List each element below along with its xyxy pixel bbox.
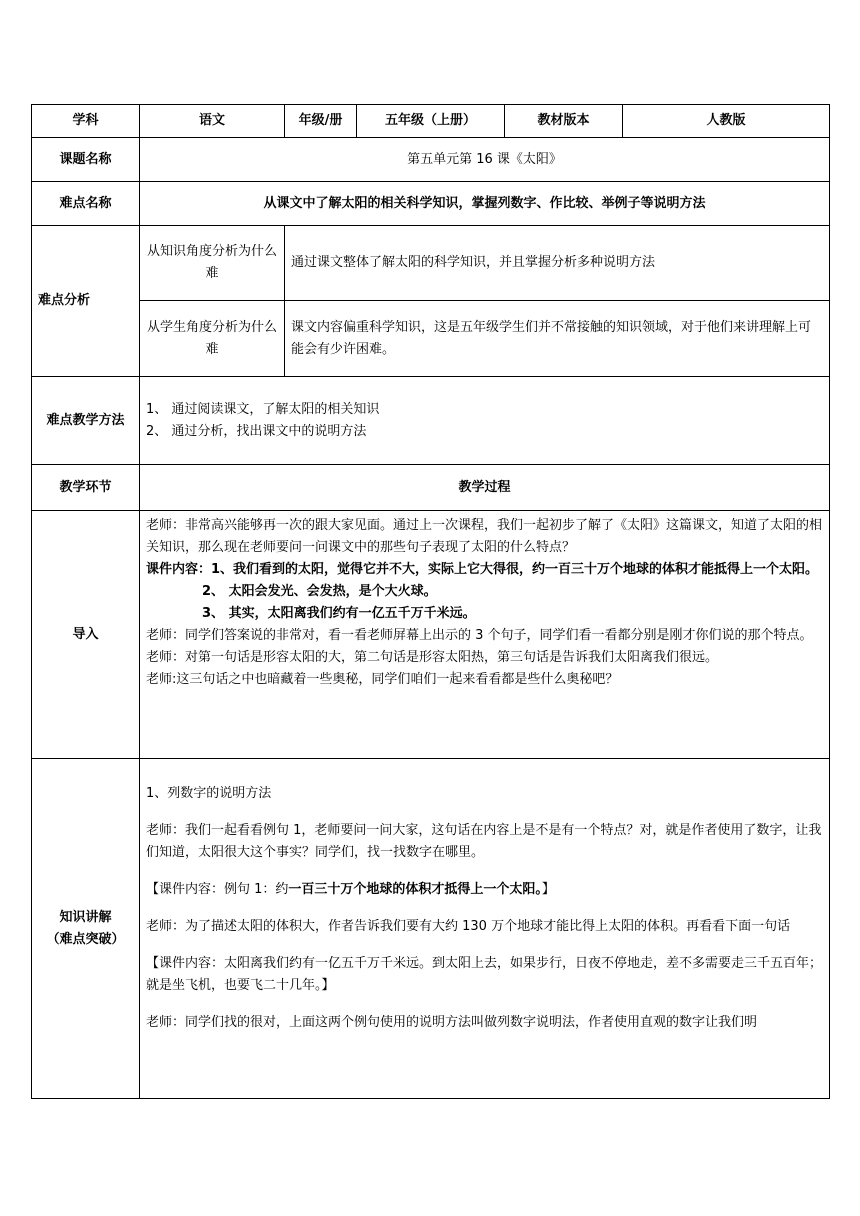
method-item-2: 2、 通过分析，找出课文中的说明方法 — [146, 423, 367, 439]
knowledge-label-sub: （难点突破） — [46, 931, 125, 947]
analysis-student-value: 课文内容偏重科学知识，这是五年级学生们并不常接触的知识领域，对于他们来讲理解上可能会有少许困难。 — [285, 301, 830, 377]
knowledge-paragraph-3: 老师：同学们找的很对，上面这两个例句使用的说明方法叫做列数字说明法，作者使用直观的数字让我们明 — [146, 1015, 758, 1030]
knowledge-example-1-suffix: 】 — [541, 882, 555, 897]
process-header-row — [32, 465, 830, 511]
intro-label: 导入 — [32, 511, 140, 759]
lesson-title-value: 第五单元第 16 课《太阳》 — [140, 138, 830, 182]
knowledge-example-1 — [146, 879, 823, 901]
intro-paragraph-4: 老师:这三句话之中也暗藏着一些奥秘，同学们咱们一起来看看都是些什么奥秘吧？ — [146, 672, 619, 687]
grade-label: 年级/册 — [285, 105, 357, 138]
knowledge-paragraph-1: 老师：我们一起看看例句 1，老师要问一问大家，这句话在内容上是不是有一个特点？对，就是作者使用了数字，让我们知道，太阳很大这个事实？同学们，找一找数字在哪里。 — [146, 823, 822, 860]
knowledge-label: 知识讲解 — [59, 909, 112, 925]
knowledge-example-1-bold: 一百三十万个地球的体积才抵得上一个太阳。 — [288, 882, 542, 897]
knowledge-content — [140, 759, 830, 1099]
analysis-knowledge-value: 通过课文整体了解太阳的科学知识，并且掌握分析多种说明方法 — [285, 226, 830, 301]
method-label: 难点教学方法 — [32, 377, 140, 465]
intro-paragraph-1: 老师：非常高兴能够再一次的跟大家见面。通过上一次课程，我们一起初步了解了《太阳》这篇课文，知道了太阳的相关知识，那么现在老师要问一问课文中的那些句子表现了太阳的什么特点？ — [146, 518, 823, 555]
subject-value: 语文 — [140, 105, 285, 138]
difficulty-name-value: 从课文中了解太阳的相关科学知识，掌握列数字、作比较、举例子等说明方法 — [140, 182, 830, 226]
knowledge-example-2: 【课件内容：太阳离我们约有一亿五千万千米远。到太阳上去，如果步行，日夜不停地走，差不多需要走三千五百年；就是坐飞机，也要飞二十几年。】 — [146, 956, 823, 993]
analysis-student-row — [32, 301, 830, 377]
lesson-title-label: 课题名称 — [32, 138, 140, 182]
analysis-knowledge-label: 从知识角度分析为什么难 — [140, 226, 285, 301]
method-item-1: 1、 通过阅读课文，了解太阳的相关知识 — [146, 401, 380, 417]
knowledge-example-1-prefix: 【课件内容：例句 1：约 — [146, 882, 289, 897]
edition-label: 教材版本 — [505, 105, 623, 138]
grade-value: 五年级（上册） — [357, 105, 505, 138]
knowledge-row — [32, 759, 830, 1099]
difficulty-name-row — [32, 182, 830, 226]
stage-label: 教学环节 — [32, 465, 140, 511]
intro-row — [32, 511, 830, 759]
lesson-plan-table — [31, 104, 830, 1099]
knowledge-paragraph-2: 老师：为了描述太阳的体积大，作者告诉我们要有大约 130 万个地球才能比得上太阳的体积。再看看下面一句话 — [146, 919, 791, 934]
intro-paragraph-2: 老师：同学们答案说的非常对，看一看老师屏幕上出示的 3 个句子，同学们看一看都分别是刚才你们说的那个特点。 — [146, 628, 813, 643]
intro-courseware-2: 2、 太阳会发光、会发热，是个大火球。 — [202, 584, 437, 599]
intro-content — [140, 511, 830, 759]
analysis-label: 难点分析 — [32, 226, 140, 377]
subject-label: 学科 — [32, 105, 140, 138]
knowledge-label-cell — [32, 759, 140, 1099]
knowledge-heading: 1、列数字的说明方法 — [146, 786, 272, 801]
analysis-knowledge-row — [32, 226, 830, 301]
intro-paragraph-3: 老师：对第一句话是形容太阳的大，第二句话是形容太阳热，第三句话是告诉我们太阳离我们很远。 — [146, 650, 719, 665]
edition-value: 人教版 — [623, 105, 830, 138]
process-label: 教学过程 — [140, 465, 830, 511]
intro-courseware-1: 课件内容：1、我们看到的太阳，觉得它并不大，实际上它大得很，约一百三十万个地球的体积才能抵得上一个太阳。 — [146, 562, 819, 577]
method-row — [32, 377, 830, 465]
analysis-student-label: 从学生角度分析为什么难 — [140, 301, 285, 377]
lesson-title-row — [32, 138, 830, 182]
difficulty-name-label: 难点名称 — [32, 182, 140, 226]
method-list — [140, 377, 830, 465]
header-row — [32, 105, 830, 138]
intro-courseware-3: 3、 其实，太阳离我们约有一亿五千万千米远。 — [202, 606, 476, 621]
